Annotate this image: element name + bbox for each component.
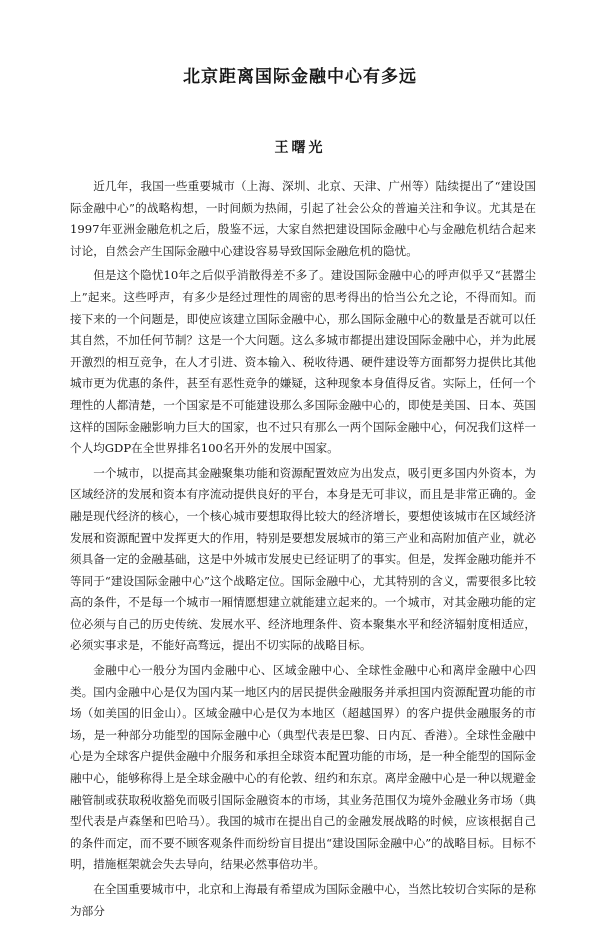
paragraph: 金融中心一般分为国内金融中心、区域金融中心、全球性金融中心和离岸金融中心四类。国内金融中心是仅为国内某一地区内的居民提供金融服务并承担国内资源配置功能的市场（如美国的旧金山）。区域金融中心是仅为本地区（超越国界）的客户提供金融服务的市场，是一种部分功能型的国际金融中心（典型代表是巴黎、日内瓦、香港）。全球性金融中心是为全球客户提供金融中介服务和承担全球资本配置功能的市场，是一种全能型的国际金融中心，能够称得上是全球金融中心的有伦敦、纽约和东京。离岸金融中心是一种以规避金融管制或获取税收豁免而吸引国际金融资本的市场，其业务范围仅为境外金融业务市场（典型代表是卢森堡和巴哈马）。我国的城市在提出自己的金融发展战略的时候，应该根据自己的条件而定，而不要不顾客观条件而纷纷盲目提出“建设国际金融中心”的战略目标。目标不明，措施框架就会失去导向，结果必然事倍功半。 bbox=[70, 663, 536, 872]
article-body bbox=[70, 176, 536, 925]
paragraph: 一个城市，以提高其金融聚集功能和资源配置效应为出发点，吸引更多国内外资本，为区域经济的发展和资本有序流动提供良好的平台，本身是无可非议，而且是非常正确的。金融是现代经济的核心，一个核心城市要想取得比较大的经济增长，要想使该城市在区域经济发展和资源配置中发挥更大的作用，特别是要想发展城市的第三产业和高附加值产业，就必须具备一定的金融基础，这是中外城市发展史已经证明了的事实。但是，发挥金融功能并不等同于“建设国际金融中心”这个战略定位。国际金融中心，尤其特别的含义，需要很多比较高的条件，不是每一个城市一厢情愿想建立就能建立起来的。一个城市，对其金融功能的定位必须与自己的历史传统、发展水平、经济地理条件、资本聚集水平和经济辐射度相适应，必须实事求是，不能好高骛远，提出不切实际的战略目标。 bbox=[70, 465, 536, 653]
paragraph: 但是这个隐忧10年之后似乎消散得差不多了。建设国际金融中心的呼声似乎又“甚嚣尘上”起来。这些呼声，有多少是经过理性的周密的思考得出的恰当公允之论，不得而知。而接下来的一个问题是，即使应该建立国际金融中心，那么国际金融中心的数量是否就可以任其自然，不加任何节制？这是一个大问题。这么多城市都提出建设国际金融中心，并为此展开激烈的相互竞争，在人才引进、资本输入、税收待遇、硬件建设等方面都努力提供比其他城市更为优惠的条件，甚至有恶性竞争的嫌疑，这种现象本身值得反省。实际上，任何一个理性的人都清楚，一个国家是不可能建设那么多国际金融中心的，即使是美国、日本、英国这样的国际金融影响力巨大的国家，也不过只有那么一两个国际金融中心，何况我们这样一个人均GDP在全世界排名100名开外的发展中国家。 bbox=[70, 268, 536, 456]
article-author: 王曙光 bbox=[274, 140, 326, 156]
article-title: 北京距离国际金融中心有多远 bbox=[183, 67, 417, 87]
paragraph: 近几年，我国一些重要城市（上海、深圳、北京、天津、广州等）陆续提出了“建设国际金融中心”的战略构想，一时间颇为热闹，引起了社会公众的普遍关注和争议。尤其是在1997年亚洲金融危机之后，殷鉴不远，大家自然把建设国际金融中心与金融危机结合起来讨论，自然会产生国际金融中心建设容易导致国际金融危机的隐忧。 bbox=[70, 179, 536, 258]
paragraph: 在全国重要城市中，北京和上海最有希望成为国际金融中心，当然比较切合实际的是称为部分 bbox=[70, 882, 536, 918]
